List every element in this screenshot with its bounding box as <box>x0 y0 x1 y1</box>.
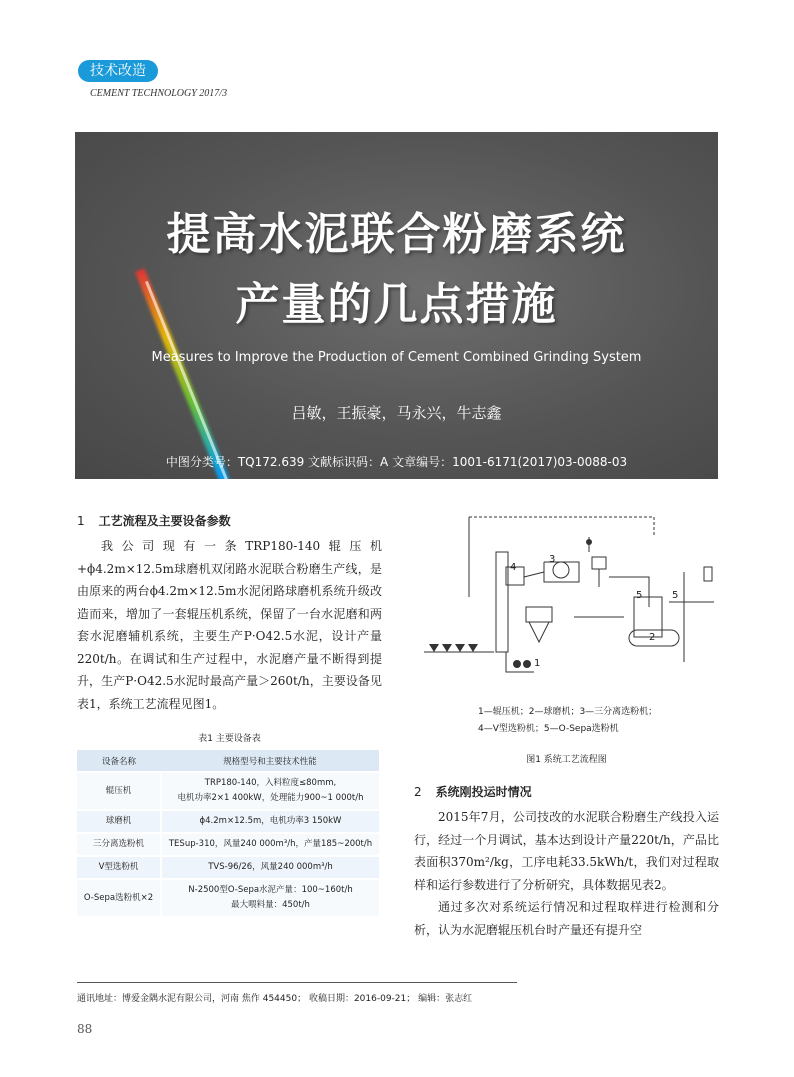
equipment-spec-line: TRP180-140，入料粒度≤80mm, <box>204 778 337 788</box>
table1-caption: 表1 主要设备表 <box>198 734 261 744</box>
authors: 吕敏，王振豪，马永兴，牛志鑫 <box>291 404 502 422</box>
figure1-legend <box>414 704 719 738</box>
section2-paragraph1: 2015年7月，公司技改的水泥联合粉磨生产线投入运行，经过一个月调试，基本达到设计产量220t/h，产品比表面积370m²/kg，工序电耗33.5kWh/t，我们对过程取样和运行参数进行了分析研究，具体数据见表2。 <box>414 810 719 892</box>
section2-paragraph2: 通过多次对系统运行情况和过程取样进行检测和分析，认为水泥磨辊压机台时产量还有提升空 <box>414 900 719 937</box>
diagram-label-4: 4 <box>510 562 517 573</box>
figure1-caption: 图1 系统工艺流程图 <box>526 755 607 765</box>
equipment-spec-line: TESup-310，风量240 000m³/h，产量185~200t/h <box>168 839 373 849</box>
section-tag: 技术改造 <box>78 60 158 82</box>
figure1-legend-line2: 4—V型选粉机；5—O-Sepa选粉机 <box>478 724 619 734</box>
page-number: 88 <box>77 1022 93 1036</box>
equipment-spec-line: 最大喂料量：450t/h <box>231 900 310 910</box>
section2-title: 系统刚投运时情况 <box>435 785 532 799</box>
equipment-name-cell: 辊压机 <box>77 772 161 810</box>
equipment-spec-line: N-2500型O-Sepa水泥产量：100~160t/h <box>188 885 353 895</box>
equipment-spec-cell <box>161 833 379 856</box>
equipment-spec-cell <box>161 856 379 879</box>
section2-heading <box>414 783 719 800</box>
section2-number: 2 <box>414 785 422 799</box>
title-banner <box>75 132 718 479</box>
equipment-table <box>77 750 379 918</box>
right-column <box>414 512 719 941</box>
footnote-divider <box>77 982 517 983</box>
equipment-name-cell: 三分离选粉机 <box>77 833 161 856</box>
flow-diagram-svg <box>414 512 719 692</box>
table-row <box>77 772 379 810</box>
diagram-label-2: 2 <box>649 632 656 643</box>
equipment-spec-line: TVS-96/26，风量240 000m³/h <box>208 862 333 872</box>
diagram-label-1: 1 <box>534 658 541 669</box>
footnote: 通讯地址：博爱金隅水泥有限公司，河南 焦作 454450； 收稿日期：2016-09-21； 编辑：张志红 <box>77 994 473 1004</box>
classification-line: 中图分类号：TQ172.639 文献标识码：A 文章编号：1001-6171(2017)03-0088-03 <box>165 455 628 469</box>
table-row <box>77 856 379 879</box>
equipment-spec-line: ϕ4.2m×12.5m，电机功率3 150kW <box>199 816 342 826</box>
equipment-spec-cell <box>161 772 379 810</box>
diagram-label-5a: 5 <box>636 590 643 601</box>
section1-heading <box>77 512 382 529</box>
english-title: Measures to Improve the Production of Cement Combined Grinding System <box>151 350 642 365</box>
table-row <box>77 810 379 833</box>
article-title-line1: 提高水泥联合粉磨系统 <box>166 209 627 260</box>
table-header-spec: 规格型号和主要技术性能 <box>161 750 379 772</box>
equipment-name-cell: 球磨机 <box>77 810 161 833</box>
process-flow-diagram <box>414 512 719 692</box>
table-row <box>77 879 379 917</box>
equipment-spec-line: 电机功率2×1 400kW，处理能力900~1 000t/h <box>177 793 364 803</box>
table-header-name: 设备名称 <box>77 750 161 772</box>
section1-paragraph: 我公司现有一条TRP180-140辊压机+ϕ4.2m×12.5m球磨机双闭路水泥联合粉磨生产线，是由原来的两台ϕ4.2m×12.5m水泥闭路球磨机系统升级改造而来，增加了一套辊压机系统，保留了一台水泥磨和两套水泥磨辅机系统，主要生产P·O42.5水泥，设计产量220t/h。在调试和生产过程中，水泥磨产量不断得到提升，生产P·O42.5水泥时最高产量＞260t/h，主要设备见表1，系统工艺流程见图1。 <box>77 539 382 711</box>
diagram-label-3: 3 <box>549 554 556 565</box>
table-row <box>77 833 379 856</box>
diagram-label-5b: 5 <box>672 590 679 601</box>
left-column <box>77 512 382 918</box>
equipment-spec-cell <box>161 879 379 917</box>
figure1-legend-line1: 1—辊压机；2—球磨机；3—三分离选粉机； <box>478 707 658 717</box>
equipment-name-cell: O-Sepa选粉机×2 <box>77 879 161 917</box>
article-title-line2: 产量的几点措施 <box>235 279 558 330</box>
equipment-spec-cell <box>161 810 379 833</box>
journal-line: CEMENT TECHNOLOGY 2017/3 <box>90 88 228 99</box>
section1-title: 工艺流程及主要设备参数 <box>98 514 231 528</box>
section1-number: 1 <box>77 514 85 528</box>
equipment-name-cell: V型选粉机 <box>77 856 161 879</box>
